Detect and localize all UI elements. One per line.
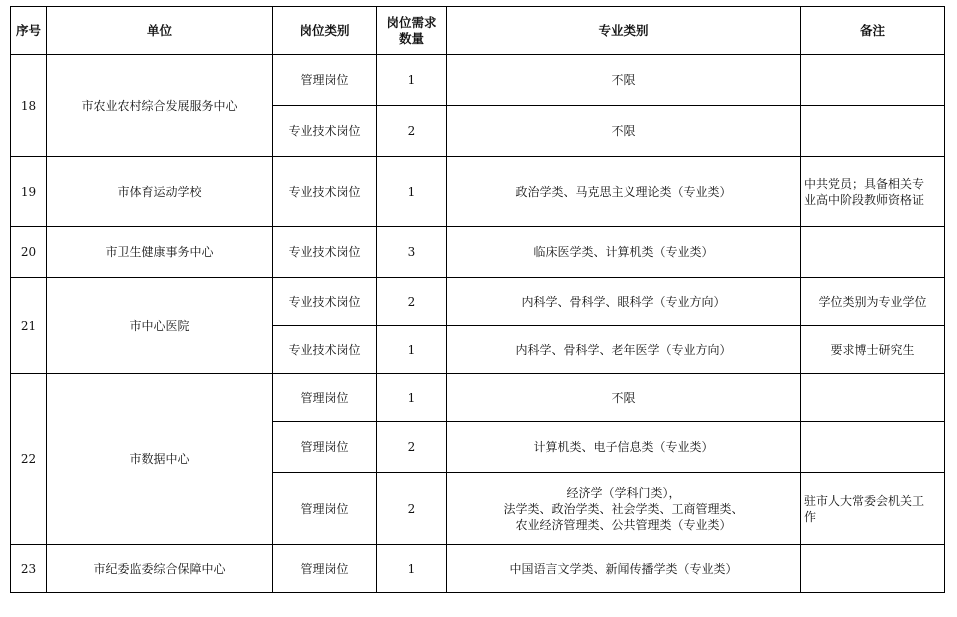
- cell-remark: [801, 55, 945, 106]
- cell-count: 2: [377, 278, 447, 326]
- major-line: 内科学、骨科学、眼科学（专业方向）: [521, 294, 726, 309]
- major-line: 计算机类、电子信息类（专业类）: [533, 440, 714, 454]
- cell-major: [447, 374, 801, 422]
- major-line: 不限: [611, 124, 636, 138]
- cell-major: [447, 278, 801, 326]
- cell-major: [447, 55, 801, 106]
- cell-unit: 市纪委监委综合保障中心: [47, 545, 273, 593]
- cell-major: [447, 545, 801, 593]
- cell-seq: 21: [11, 278, 47, 374]
- header-count: [377, 7, 447, 55]
- cell-count: 1: [377, 545, 447, 593]
- cell-remark: [801, 473, 945, 545]
- cell-count: 1: [377, 55, 447, 106]
- cell-unit: 市体育运动学校: [47, 157, 273, 227]
- major-line: 农业经济管理类、公共管理类（专业类）: [515, 517, 732, 532]
- remark-line: 业高中阶段教师资格证: [804, 192, 925, 207]
- cell-count: 2: [377, 422, 447, 473]
- cell-category: 管理岗位: [273, 422, 377, 473]
- remark-line: 要求博士研究生: [830, 342, 915, 357]
- cell-seq: 20: [11, 227, 47, 278]
- cell-category: 专业技术岗位: [273, 106, 377, 157]
- major-line: 中国语言文学类、新闻传播学类（专业类）: [509, 561, 738, 576]
- table-row: [11, 374, 945, 422]
- cell-major: [447, 473, 801, 545]
- major-line: 经济学（学科门类），: [566, 485, 681, 500]
- remark-line: 驻市人大常委会机关工: [804, 493, 925, 508]
- cell-remark: [801, 157, 945, 227]
- cell-remark: [801, 106, 945, 157]
- remark-line: 中共党员；具备相关专: [804, 176, 925, 191]
- cell-seq: 23: [11, 545, 47, 593]
- cell-unit: 市卫生健康事务中心: [47, 227, 273, 278]
- header-row: [11, 7, 945, 55]
- cell-remark: [801, 278, 945, 326]
- cell-remark: [801, 374, 945, 422]
- cell-category: 管理岗位: [273, 55, 377, 106]
- positions-table: [10, 6, 945, 593]
- table-row: [11, 545, 945, 593]
- cell-unit: 市中心医院: [47, 278, 273, 374]
- header-count-line1: 岗位需求: [386, 14, 437, 30]
- cell-seq: 19: [11, 157, 47, 227]
- cell-category: 管理岗位: [273, 473, 377, 545]
- header-category: 岗位类别: [273, 7, 377, 55]
- cell-remark: [801, 545, 945, 593]
- header-unit: 单位: [47, 7, 273, 55]
- major-line: 不限: [611, 390, 636, 405]
- cell-count: 1: [377, 157, 447, 227]
- cell-remark: [801, 422, 945, 473]
- major-line: 不限: [611, 73, 636, 87]
- remark-line: 作: [804, 509, 817, 524]
- cell-count: 3: [377, 227, 447, 278]
- cell-remark: [801, 326, 945, 374]
- major-line: 法学类、政治学类、社会学类、工商管理类、: [503, 501, 744, 516]
- cell-count: 2: [377, 473, 447, 545]
- cell-category: 专业技术岗位: [273, 227, 377, 278]
- table-row: [11, 227, 945, 278]
- header-remark: 备注: [801, 7, 945, 55]
- cell-unit: 市数据中心: [47, 374, 273, 545]
- cell-unit: 市农业农村综合发展服务中心: [47, 55, 273, 157]
- cell-major: [447, 106, 801, 157]
- major-line: 政治学类、马克思主义理论类（专业类）: [515, 184, 732, 199]
- cell-seq: 22: [11, 374, 47, 545]
- cell-remark: [801, 227, 945, 278]
- cell-category: 专业技术岗位: [273, 326, 377, 374]
- cell-major: [447, 227, 801, 278]
- cell-category: 管理岗位: [273, 374, 377, 422]
- cell-count: 2: [377, 106, 447, 157]
- cell-major: [447, 326, 801, 374]
- major-line: 临床医学类、计算机类（专业类）: [533, 245, 714, 259]
- header-major: 专业类别: [447, 7, 801, 55]
- cell-count: 1: [377, 326, 447, 374]
- cell-seq: 18: [11, 55, 47, 157]
- remark-line: 学位类别为专业学位: [818, 294, 927, 309]
- cell-category: 管理岗位: [273, 545, 377, 593]
- table-body: [11, 55, 945, 593]
- table-row: [11, 157, 945, 227]
- cell-category: 专业技术岗位: [273, 278, 377, 326]
- table-row: [11, 55, 945, 106]
- cell-major: [447, 422, 801, 473]
- major-line: 内科学、骨科学、老年医学（专业方向）: [515, 342, 732, 357]
- header-seq: 序号: [11, 7, 47, 55]
- header-count-line2: 数量: [398, 30, 424, 46]
- cell-count: 1: [377, 374, 447, 422]
- table-row: [11, 278, 945, 326]
- cell-category: 专业技术岗位: [273, 157, 377, 227]
- cell-major: [447, 157, 801, 227]
